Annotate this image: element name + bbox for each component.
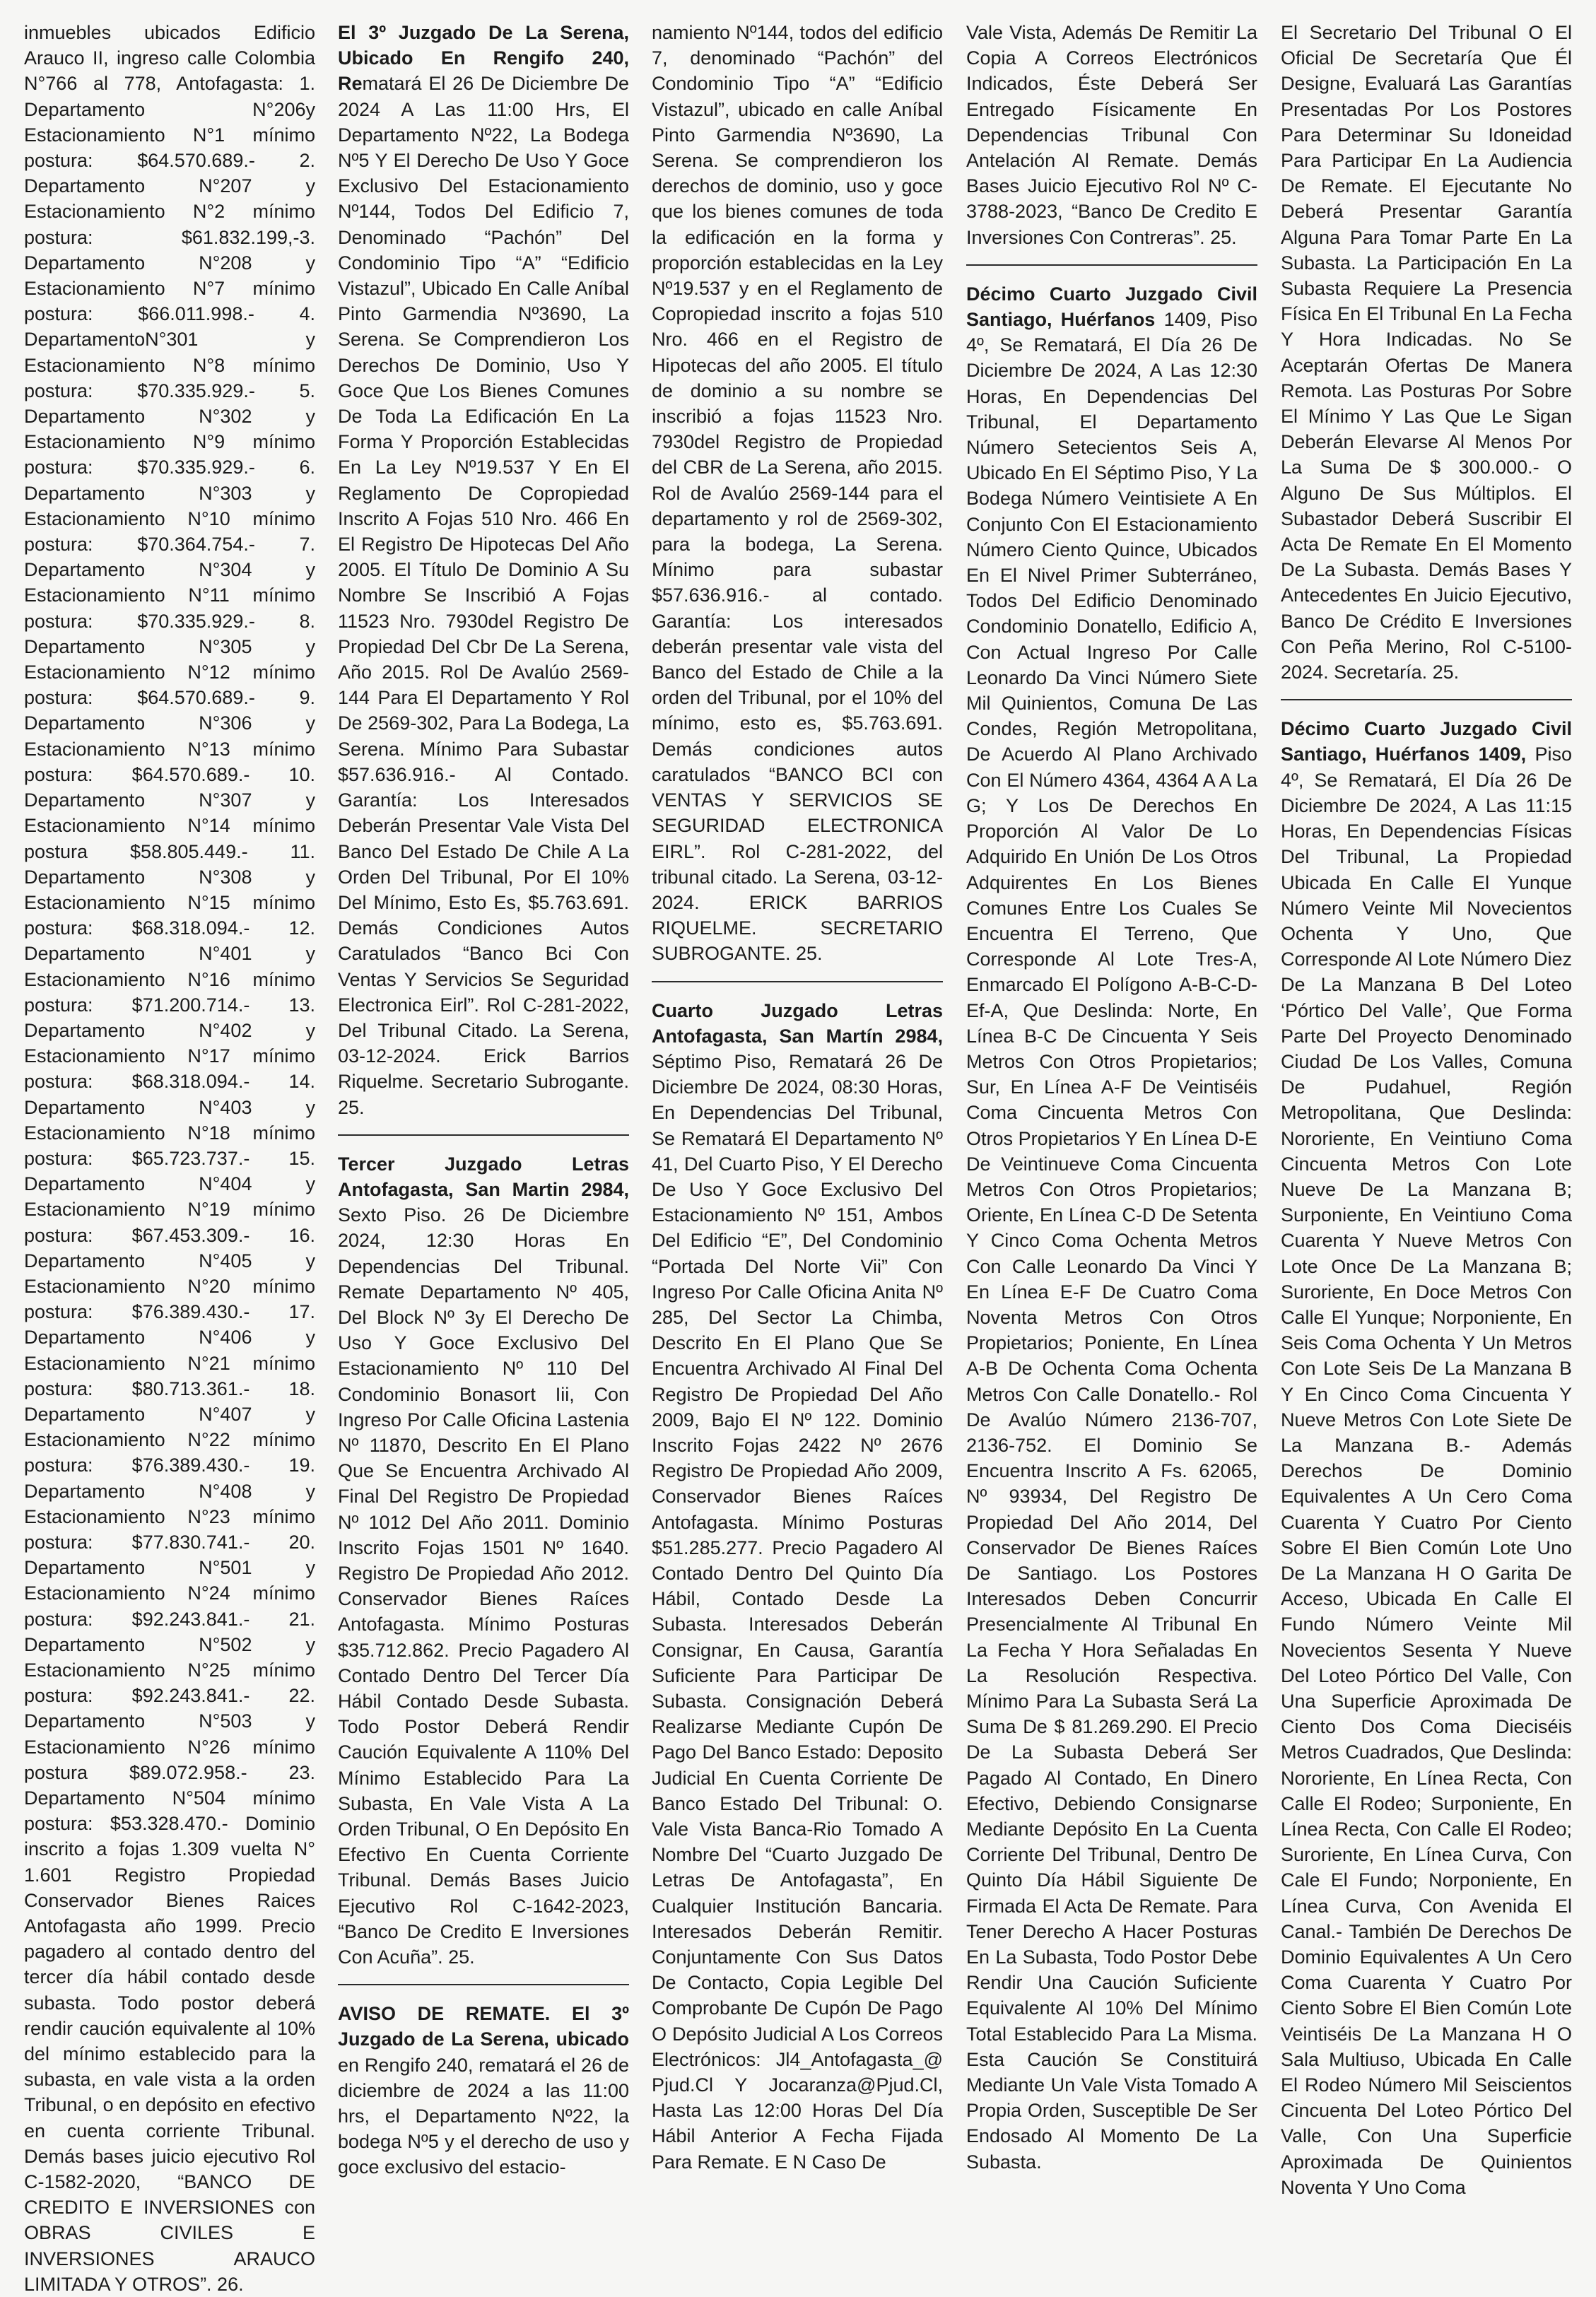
notice-arauco-continued [24, 20, 315, 2297]
divider [1281, 699, 1572, 700]
notice-aviso-de-remate [338, 2001, 629, 2180]
notice-body: inmuebles ubicados Edificio Arauco II, ingreso calle Colombia N°766 al 778, Antofagasta: 1. Departamento N°206y Estacionamiento N°1 mínimo postura: $64.570.689.- 2. Departamento N°207 y Estacionamiento N°2 mínimo postura: $61.832.199,-3. Departamento N°208 y Estacionamiento N°7 mínimo postura: $66.011.998.- 4. DepartamentoN°301 y Estacionamiento N°8 mínimo postura: $70.335.929.- 5. Departamento N°302 y Estacionamiento N°9 mínimo postura: $70.335.929.- 6. Departamento N°303 y Estacionamiento N°10 mínimo postura: $70.364.754.- 7. Departamento N°304 y Estacionamiento N°11 mínimo postura: $70.335.929.- 8. Departamento N°305 y Estacionamiento N°12 mínimo postura: $64.570.689.- 9. Departamento N°306 y Estacionamiento N°13 mínimo postura: $64.570.689.- 10. Departamento N°307 y Estacionamiento N°14 mínimo postura $58.805.449.- 11. Departamento N°308 y Estacionamiento N°15 mínimo postura: $68.318.094.- 12. Departamento N°401 y Estacionamiento N°16 mínimo postura: $71.200.714.- 13. Departamento N°402 y Estacionamiento N°17 mínimo postura: $68.318.094.- 14. Departamento N°403 y Estacionamiento N°18 mínimo postura: $65.723.737.- 15. Departamento N°404 y Estacionamiento N°19 mínimo postura: $67.453.309.- 16. Departamento N°405 y Estacionamiento N°20 mínimo postura: $76.389.430.- 17. Departamento N°406 y Estacionamiento N°21 mínimo postura: $80.713.361.- 18. Departamento N°407 y Estacionamiento N°22 mínimo postura: $76.389.430.- 19. Departamento N°408 y Estacionamiento N°23 mínimo postura: $77.830.741.- 20. Departamento N°501 y Estacionamiento N°24 mínimo postura: $92.243.841.- 21. Departamento N°502 y Estacionamiento N°25 mínimo postura: $92.243.841.- 22. Departamento N°503 y Estacionamiento N°26 mínimo postura $89.072.958.- 23. Departamento N°504 mínimo postura: $53.328.470.- Dominio inscrito a fojas 1.309 vuelta N° 1.601 Registro Propiedad Conservador Bienes Raices Antofagasta año 1999. Precio pagadero al contado dentro del tercer día hábil contado desde subasta. Todo postor deberá rendir caución equivalente al 10% del mínimo establecido para la subasta, en vale vista a la orden Tribunal, o en depósito en efectivo en cuenta corriente Tribunal. Demás bases juicio ejecutivo Rol C-1582-2020, “BANCO DE CREDITO E INVERSIONES con OBRAS CIVILES E INVERSIONES ARAUCO LIMITADA Y OTROS”. 26. [24, 22, 315, 2295]
notice-body: en Rengifo 240, rematará el 26 de diciembre de 2024 a las 11:00 hrs, el Departamento Nº22, la bodega Nº5 y el derecho de uso y goce exclusivo del estacio- [338, 2054, 629, 2178]
notice-body: Vale Vista, Además De Remitir La Copia A Correos Electrónicos Indicados, Éste Deberá Ser Entregado Físicamente En Dependencias Tribunal Con Antelación Al Remate. Demás Bases Juicio Ejecutivo Rol Nº C-3788-2023, “Banco De Credito E Inversiones Con Contreras”. 25. [966, 22, 1257, 248]
notice-body: 1409, Piso 4º, Se Rematará, El Día 26 De Diciembre De 2024, A Las 12:30 Horas, En Dependencias Del Tribunal, El Departamento Número Setecientos Seis A, Ubicado En El Séptimo Piso, Y La Bodega Número Veintisiete A En Conjunto Con El Estacionamiento Número Ciento Quince, Ubicados En El Nivel Primer Subterráneo, Todos Del Edificio Denominado Condominio Donatello, Edificio A, Con Actual Ingreso Por Calle Leonardo Da Vinci Número Siete Mil Quinientos, Comuna De Las Condes, Región Metropolitana, De Acuerdo Al Plano Archivado Con El Número 4364, 4364 A A La G; Y Los De Derechos En Proporción Al Valor De Lo Adquirido En Unión De Los Otros Adquirentes En Los Bienes Comunes Entre Los Cuales Se Encuentra El Terreno, Que Corresponde Al Lote Tres-A, Enmarcado El Polígono A-B-C-D-Ef-A, Que Deslinda: Norte, En Línea B-C De Cincuenta Y Seis Metros Con Otros Propietarios; Sur, En Línea A-F De Veintiséis Coma Cincuenta Metros Con Otros Propietarios Y En Línea D-E De Veintinueve Coma Cincuenta Metros Con Otros Propietarios; Oriente, En Línea C-D De Setenta Y Cinco Coma Ochenta Metros Con Calle Leonardo Da Vinci Y En Línea E-F De Cuatro Coma Noventa Metros Con Otros Propietarios; Poniente, En Línea A-B De Ochenta Coma Ochenta Metros Con Calle Donatello.- Rol De Avalúo Número 2136-707, 2136-752. El Dominio Se Encuentra Inscrito A Fs. 62065, Nº 93934, Del Registro De Propiedad Del Año 2014, Del Conservador De Bienes Raíces De Santiago. Los Postores Interesados Deben Concurrir Presencialmente Al Tribunal En La Fecha Y Hora Señaladas En La Resolución Respectiva. Mínimo Para La Subasta Será La Suma De $ 81.269.290. El Precio De La Subasta Deberá Ser Pagado Al Contado, En Dinero Efectivo, Debiendo Consignarse Mediante Depósito En La Cuenta Corriente Del Tribunal, Dentro De Quinto Día Hábil Siguiente De Firmada El Acta De Remate. Para Tener Derecho A Hacer Posturas En La Subasta, Todo Postor Debe Rendir Una Caución Suficiente Equivalente Al 10% Del Mínimo Total Establecido Para La Misma. Esta Caución Se Constituirá Mediante Un Vale Vista Tomado A Propia Orden, Susceptible De Ser Endosado Al Momento De La Subasta. [966, 309, 1257, 2173]
divider [338, 1984, 629, 1985]
column-2 [338, 20, 629, 2260]
column-1 [24, 20, 315, 2295]
notice-heading: El 3º Juzgado De La Serena, Ubicado En Rengifo 240, Re [338, 22, 629, 95]
notice-body: Séptimo Piso, Rematará 26 De Diciembre De 2024, 08:30 Horas, En Dependencias Del Tribunal, Se Rematará El Departamento Nº 41, Del Cuarto Piso, Y El Derecho De Uso Y Goce Exclusivo Del Estacionamiento Nº 151, Ambos Del Edificio “E”, Del Condominio “Portada Del Norte Vii” Con Ingreso Por Calle Oficina Anita Nº 285, Del Sector La Chimba, Descrito En El Plano Que Se Encuentra Archivado Al Final Del Registro De Propiedad Del Año 2009, Bajo El Nº 122. Dominio Inscrito Fojas 2422 Nº 2676 Registro De Propiedad Año 2009, Conservador Bienes Raíces Antofagasta. Mínimo Posturas $51.285.277. Precio Pagadero Al Contado Dentro Del Quinto Día Hábil, Contado Desde La Subasta. Interesados Deberán Consignar, En Causa, Garantía Suficiente Para Participar De Subasta. Consignación Deberá Realizarse Mediante Cupón De Pago Del Banco Estado: Deposito Judicial En Cuenta Corriente De Banco Estado Del Tribunal: O. Vale Vista Banca-Rio Tomado A Nombre Del “Cuarto Juzgado De Letras De Antofagasta”, En Cualquier Institución Bancaria. Interesados Deberán Remitir. Conjuntamente Con Sus Datos De Contacto, Copia Legible Del Comprobante De Cupón De Pago O Depósito Judicial A Los Correos Electrónicos: Jl4_Antofagasta_@ Pjud.Cl Y Jocaranza@Pjud.Cl, Hasta Las 12:00 Horas Del Día Hábil Anterior A Fecha Fijada Para Remate. E N Caso De [652, 1050, 943, 2173]
notice-antofagasta-3rd-court [338, 1151, 629, 1970]
notice-heading: Décimo Cuarto Juzgado Civil Santiago, Huérfanos 1409, [1281, 718, 1572, 765]
notice-body: namiento Nº144, todos del edificio 7, denominado “Pachón” del Condominio Tipo “A” “Edificio Vistazul”, ubicado en calle Aníbal Pinto Garmendia Nº3690, La Serena. Se comprendieron los derechos de dominio, uso y goce que los bienes comunes de toda la edificación en la forma y proporción establecidas en la Ley Nº19.537 y en el Reglamento de Copropiedad inscrito a fojas 510 Nro. 466 en el Registro de Hipotecas del año 2005. El título de dominio a su nombre se inscribió a fojas 11523 Nro. 7930del Registro de Propiedad del CBR de La Serena, año 2015. Rol de Avalúo 2569-144 para el departamento y rol de 2569-302, para la bodega, La Serena. Mínimo para subastar $57.636.916.- al contado. Garantía: Los interesados deberán presentar vale vista del Banco del Estado de Chile a la orden del Tribunal, por el 10% del mínimo, esto es, $5.763.691. Demás condiciones autos caratulados “BANCO BCI con VENTAS Y SERVICIOS SE SEGURIDAD ELECTRONICA EIRL”. Rol C-281-2022, del tribunal citado. La Serena, 03-12-2024. ERICK BARRIOS RIQUELME. SECRETARIO SUBROGANTE. 25. [652, 22, 943, 965]
notice-santiago-14th-court-donatello [966, 281, 1257, 2175]
divider [338, 1134, 629, 1136]
notice-aviso-de-remate-continued [652, 20, 943, 967]
notice-body: Piso 4º, Se Rematará, El Día 26 De Diciembre De 2024, A Las 11:15 Horas, En Dependencias Físicas Del Tribunal, La Propiedad Ubicada En Calle El Yunque Número Veinte Mil Novecientos Ochenta Y Uno, Que Corresponde Al Lote Número Diez De La Manzana B Del Loteo ‘Pórtico Del Valle’, Que Forma Parte Del Proyecto Denominado Ciudad De Los Valles, Comuna De Pudahuel, Región Metropolitana, Que Deslinda: Nororiente, En Veintiuno Coma Cincuenta Metros Con Lote Nueve De La Manzana B; Surponiente, En Veintiuno Coma Cuarenta Y Nueve Metros Con Lote Once De La Manzana B; Suroriente, En Doce Metros Con Calle El Yunque; Norponiente, En Seis Coma Ochenta Y Un Metros Con Lote Seis De La Manzana B Y En Cinco Coma Cincuenta Y Nueve Metros Con Lote Siete De La Manzana B.- Además Derechos De Dominio Equivalentes A Un Cero Coma Cuarenta Y Cuatro Por Ciento Sobre El Bien Común Lote Uno De La Manzana H O Garita De Acceso, Ubicada En Calle El Fundo Número Veinte Mil Novecientos Sesenta Y Nueve Del Loteo Pórtico Del Valle, Con Una Superficie Aproximada De Ciento Dos Coma Dieciséis Metros Cuadrados, Que Deslinda: Nororiente, En Línea Recta, Con Calle El Rodeo; Surponiente, En Línea Recta, Con Calle El Rodeo; Suroriente, En Línea Curva, Con Cale El Fundo; Norponiente, En Línea Curva, Con Avenida El Canal.- También De Derechos De Dominio Equivalentes A Un Cero Coma Cuarenta Y Cuatro Por Ciento Sobre El Bien Común Lote Veintiséis De La Manzana H O Sala Multiuso, Ubicada En Calle El Rodeo Número Mil Seiscientos Cincuenta Del Loteo Pórtico Del Valle, Con Una Superficie Aproximada De Quinientos Noventa Y Uno Coma [1281, 744, 1572, 2198]
column-3 [652, 20, 943, 2260]
divider [652, 981, 943, 982]
notice-body: Sexto Piso. 26 De Diciembre 2024, 12:30 Horas En Dependencias Del Tribunal. Remate Departamento Nº 405, Del Block Nº 3y El Derecho De Uso Y Goce Exclusivo Del Estacionamiento Nº 110 Del Condominio Bonasort Iii, Con Ingreso Por Calle Oficina Lastenia Nº 11870, Descrito En El Plano Que Se Encuentra Archivado Al Final Del Registro De Propiedad Nº 1012 Del Año 2011. Dominio Inscrito Fojas 1501 Nº 1640. Registro De Propiedad Año 2012. Conservador Bienes Raíces Antofagasta. Mínimo Posturas $35.712.862. Precio Pagadero Al Contado Dentro Del Tercer Día Hábil Contado Desde Subasta. Todo Postor Deberá Rendir Caución Equivalente A 110% Del Mínimo Establecido Para La Subasta, En Vale Vista A La Orden Tribunal, O En Depósito En Efectivo En Cuenta Corriente Tribunal. Demás Bases Juicio Ejecutivo Rol C-1642-2023, “Banco De Credito E Inversiones Con Acuña”. 25. [338, 1204, 629, 1968]
column-5 [1281, 20, 1572, 2260]
column-4 [966, 20, 1257, 2260]
notice-heading: Tercer Juzgado Letras Antofagasta, San Martin 2984, [338, 1153, 629, 1200]
notice-body: El Secretario Del Tribunal O El Oficial De Secretaría Que Él Designe, Evaluará Las Garantías Presentadas Por Los Postores Para Determinar Su Idoneidad Para Participar En La Audiencia De Remate. El Ejecutante No Deberá Presentar Garantía Alguna Para Tomar Parte En La Subasta. La Participación En La Subasta Requiere La Presencia Física En El Tribunal En La Fecha Y Hora Indicadas. No Se Aceptarán Ofertas De Manera Remota. Las Posturas Por Sobre El Mínimo Y Las Que Le Sigan Deberán Elevarse Al Menos Por La Suma De $ 300.000.- O Alguno De Sus Múltiplos. El Subastador Deberá Suscribir El Acta De Remate En El Momento De La Subasta. Demás Bases Y Antecedentes En Juicio Ejecutivo, Banco De Crédito E Inversiones Con Peña Merino, Rol C-5100-2024. Secretaría. 25. [1281, 22, 1572, 683]
notice-heading: Cuarto Juzgado Letras Antofagasta, San Martín 2984, [652, 999, 943, 1047]
notice-santiago-14th-court-pudahuel [1281, 716, 1572, 2200]
divider [966, 264, 1257, 266]
notice-serena-3rd-court [338, 20, 629, 1120]
notice-body: matará El 26 De Diciembre De 2024 A Las 11:00 Hrs, El Departamento Nº22, La Bodega Nº5 Y El Derecho De Uso Y Goce Exclusivo Del Estacionamiento Nº144, Todos Del Edificio 7, Denominado “Pachón” Del Condominio Tipo “A” “Edificio Vistazul”, Ubicado En Calle Aníbal Pinto Garmendia Nº3690, La Serena. Se Comprendieron Los Derechos De Dominio, Uso Y Goce Que Los Bienes Comunes De Toda La Edificación En La Forma Y Proporción Establecidas En La Ley Nº19.537 Y En El Reglamento De Copropiedad Inscrito A Fojas 510 Nro. 466 En El Registro De Hipotecas Del Año 2005. El Título De Dominio A Su Nombre Se Inscribió A Fojas 11523 Nro. 7930del Registro De Propiedad Del Cbr De La Serena, Año 2015. Rol De Avalúo 2569-144 Para El Departamento Y Rol De 2569-302, Para La Bodega, La Serena. Mínimo Para Subastar $57.636.916.- Al Contado. Garantía: Los Interesados Deberán Presentar Vale Vista Del Banco Del Estado De Chile A La Orden Del Tribunal, Por El 10% Del Mínimo, Esto Es, $5.763.691. Demás Condiciones Autos Caratulados “Banco Bci Con Ventas Y Servicios Se Seguridad Electronica Eirl”. Rol C-281-2022, Del Tribunal Citado. La Serena, 03-12-2024. Erick Barrios Riquelme. Secretario Subrogante. 25. [338, 73, 629, 1118]
notice-heading: Décimo Cuarto Juzgado Civil Santiago, Huérfanos [966, 283, 1257, 331]
notice-santiago-14th-continued [1281, 20, 1572, 685]
notice-antofagasta-4th-court [652, 998, 943, 2175]
notice-heading: AVISO DE REMATE. El 3º Juzgado de La Serena, ubicado [338, 2003, 629, 2050]
notice-antofagasta-4th-continued [966, 20, 1257, 250]
